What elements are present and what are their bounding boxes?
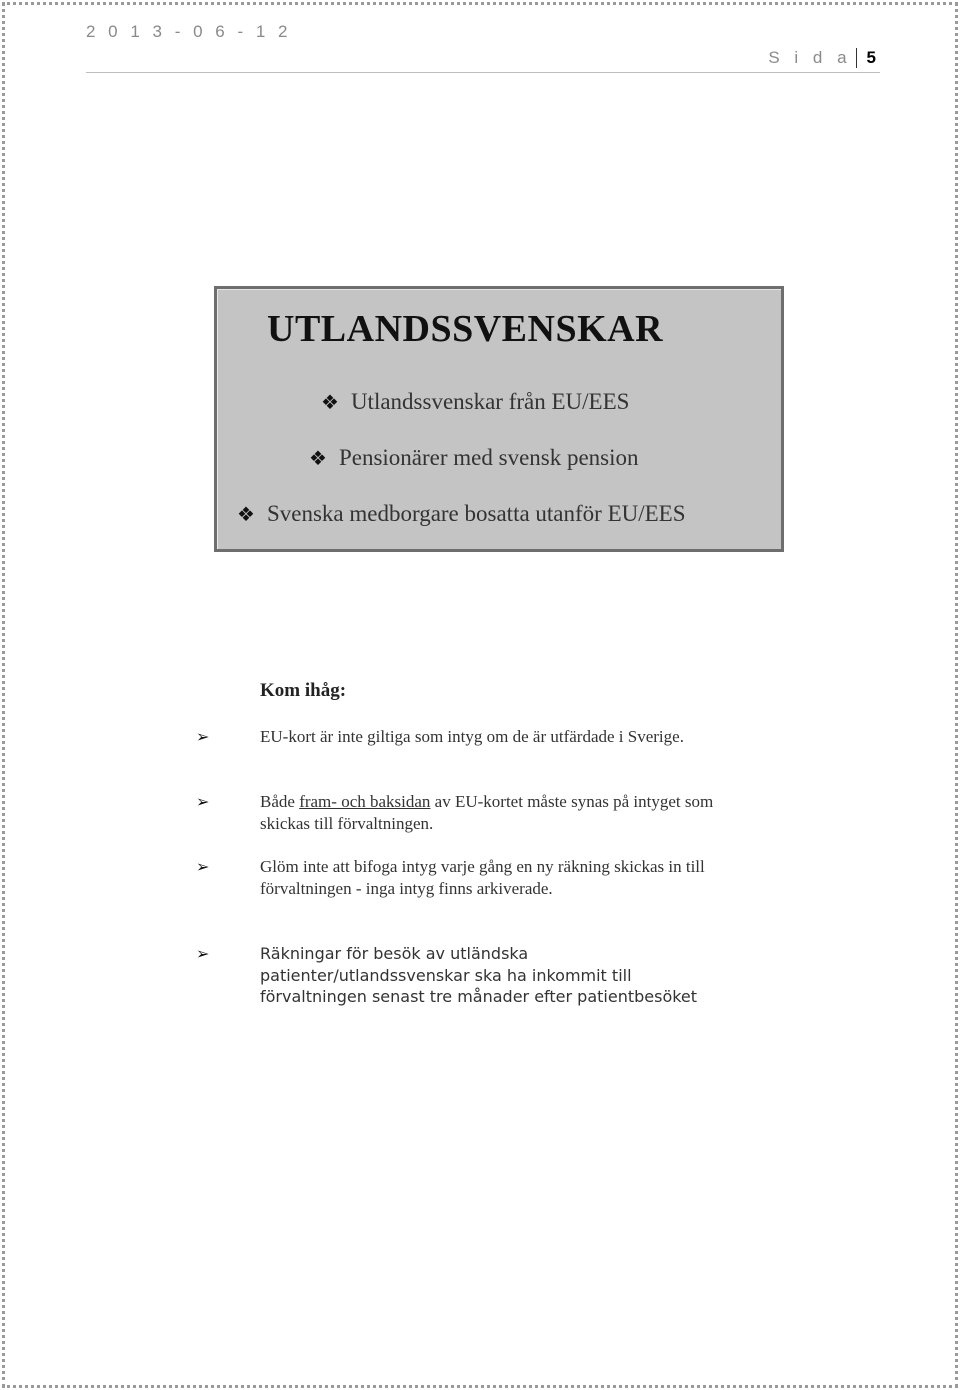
four-diamond-icon: ❖ <box>309 447 327 470</box>
title-box <box>214 286 784 552</box>
list-item-text: EU-kort är inte giltiga som intyg om de är utfärdade i Sverige. <box>260 727 684 746</box>
header-date: 2 0 1 3 - 0 6 - 1 2 <box>86 22 292 41</box>
text-part: Både <box>260 792 300 811</box>
list-item-text <box>260 791 730 835</box>
four-diamond-icon: ❖ <box>321 391 339 414</box>
arrowhead-icon: ➢ <box>196 857 210 876</box>
box-item-label: Svenska medborgare bosatta utanför EU/EES <box>266 501 686 526</box>
box-item <box>321 389 629 415</box>
four-diamond-icon: ❖ <box>237 503 255 526</box>
reminder-heading: Kom ihåg: <box>260 680 347 701</box>
page-label: S i d a <box>768 48 852 67</box>
page-number: 5 <box>856 48 876 68</box>
box-item <box>309 445 639 471</box>
box-item-label: Utlandssvenskar från EU/EES <box>350 389 630 414</box>
box-item-label: Pensionärer med svensk pension <box>338 445 639 470</box>
page-border <box>2 2 958 1388</box>
list-item-text: Glöm inte att bifoga intyg varje gång en ny räkning skickas in till förvaltningen - inga intyg finns arkiverade. <box>260 857 705 898</box>
header-page-number <box>768 48 876 68</box>
header-divider <box>86 72 880 73</box>
underlined-text: fram- och baksidan <box>299 792 431 811</box>
section-title: UTLANDSSVENSKAR <box>267 308 664 350</box>
arrowhead-icon: ➢ <box>196 727 210 746</box>
list-item-text: Räkningar för besök av utländska patienter/utlandssvenskar ska ha inkommit till förvaltningen senast tre månader efter patientbesöket <box>260 944 698 1006</box>
box-item <box>237 501 686 527</box>
arrowhead-icon: ➢ <box>196 944 210 963</box>
arrowhead-icon: ➢ <box>196 792 210 811</box>
text-part: av EU-kortet måste synas på intyget som skickas till förvaltningen. <box>260 792 714 833</box>
